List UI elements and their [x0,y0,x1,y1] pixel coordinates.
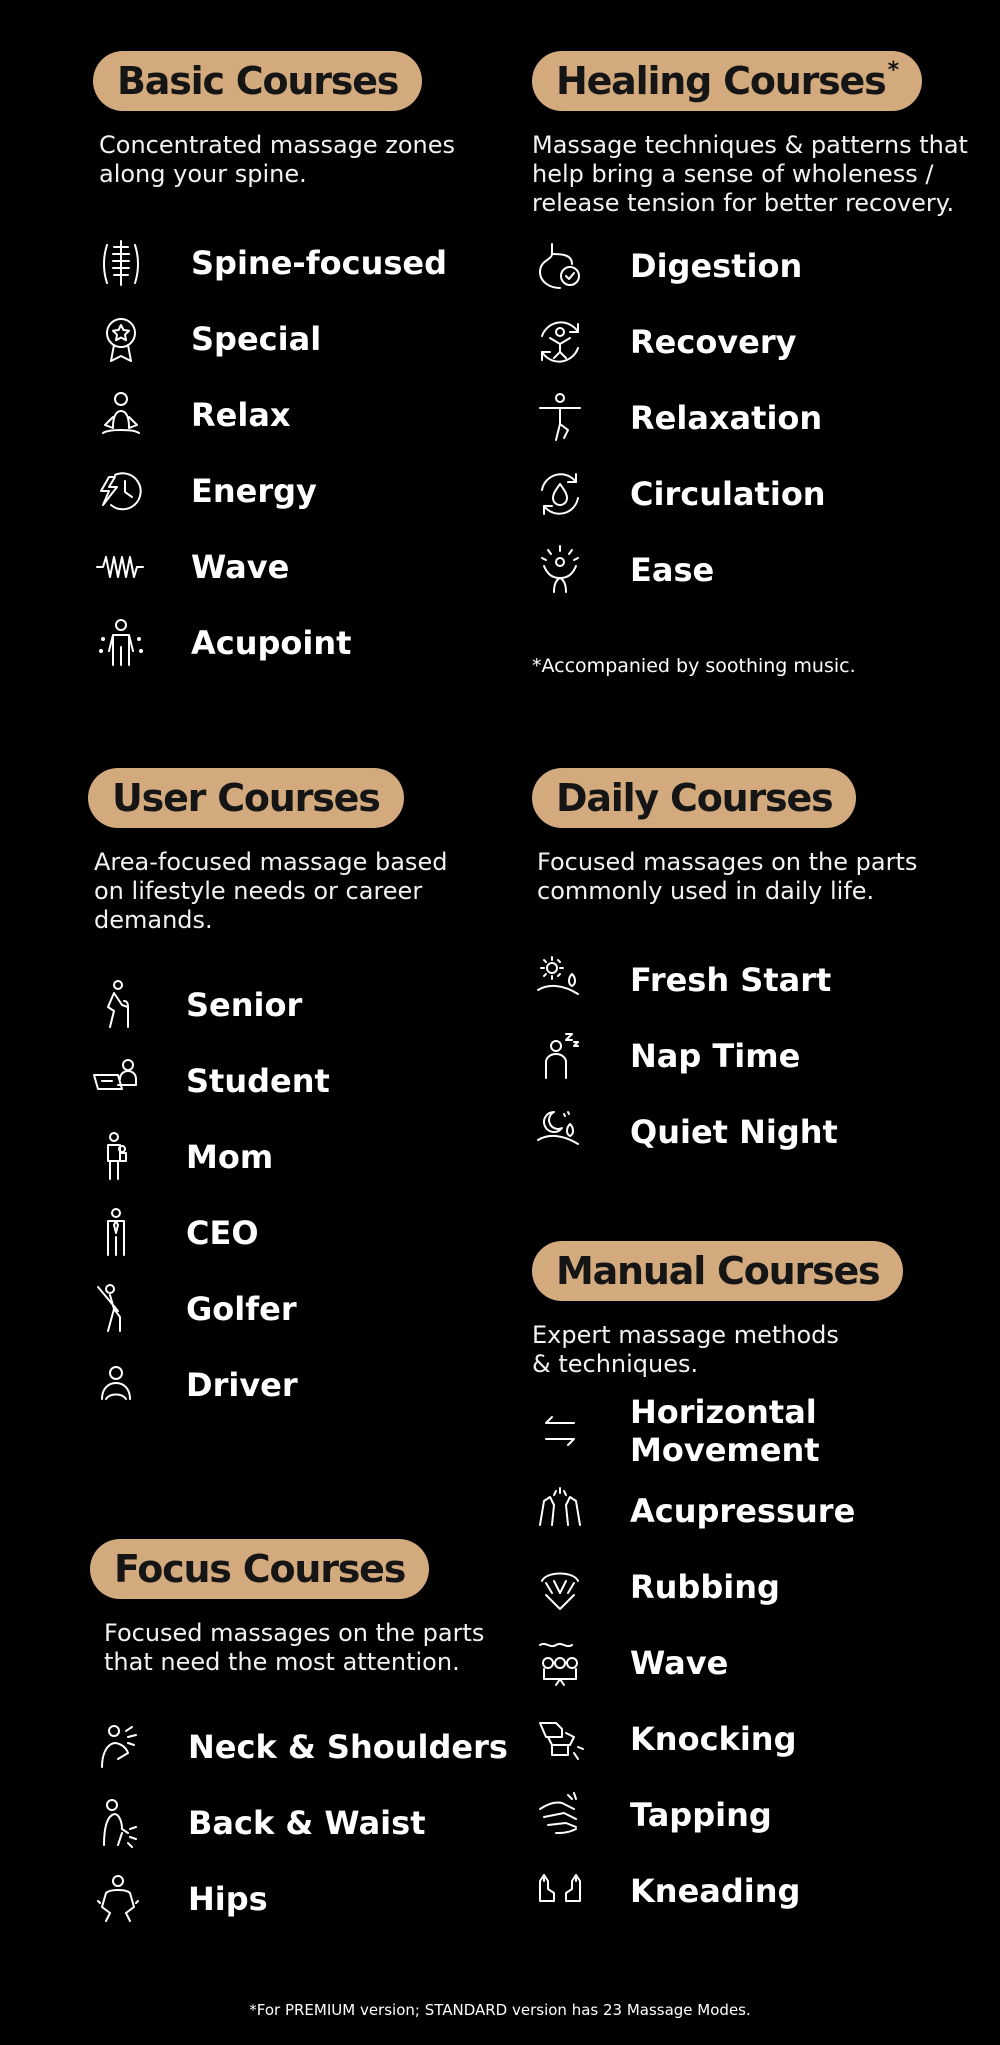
spine-icon [93,235,149,291]
course-item[interactable]: Knocking [532,1701,962,1777]
user-courses-section [88,768,508,1423]
basic-courses-section [93,51,493,681]
wave-pulse-icon [93,539,149,595]
course-item[interactable]: Back & Waist [90,1785,510,1861]
course-item[interactable]: Wave [532,1625,962,1701]
course-item[interactable]: Neck & Shoulders [90,1709,510,1785]
ceo-tie-icon [88,1205,144,1261]
basic-courses-title: Basic Courses [93,51,422,111]
recovery-person-icon [532,314,588,370]
course-item[interactable]: Golfer [88,1271,508,1347]
award-star-icon [93,311,149,367]
course-item[interactable]: Horizontal Movement [532,1389,962,1473]
course-item[interactable]: Recovery [532,304,972,380]
course-item[interactable]: Mom [88,1119,508,1195]
mom-baby-icon [88,1129,144,1185]
course-item[interactable]: Fresh Start [532,942,962,1018]
daily-courses-list [532,942,962,1170]
course-item[interactable]: Acupoint [93,605,493,681]
horizontal-arrows-icon [532,1403,588,1459]
focus-courses-title: Focus Courses [90,1539,429,1599]
energy-clock-icon [93,463,149,519]
healing-music-note: *Accompanied by soothing music. [532,655,856,677]
acupressure-hands-icon [532,1483,588,1539]
course-item[interactable]: Nap Time [532,1018,962,1094]
senior-cane-icon [88,977,144,1033]
course-item[interactable]: Spine-focused [93,225,493,301]
user-courses-list [88,967,508,1423]
golfer-icon [88,1281,144,1337]
course-item[interactable]: Energy [93,453,493,529]
manual-courses-section [532,1241,962,1929]
stomach-check-icon [532,238,588,294]
course-item[interactable]: Tapping [532,1777,962,1853]
user-courses-title: User Courses [88,768,404,828]
course-item[interactable]: Kneading [532,1853,962,1929]
user-courses-description: Area-focused massage based on lifestyle needs or career demands. [94,848,448,934]
focus-courses-list [90,1709,510,1937]
healing-courses-list [532,228,972,608]
student-laptop-icon [88,1053,144,1109]
course-item[interactable]: Circulation [532,456,972,532]
manual-courses-title: Manual Courses [532,1241,903,1301]
course-item[interactable]: Rubbing [532,1549,962,1625]
rubbing-hands-icon [532,1559,588,1615]
course-item[interactable]: Wave [93,529,493,605]
neck-shoulder-icon [90,1719,146,1775]
course-item[interactable]: Student [88,1043,508,1119]
course-item[interactable]: Acupressure [532,1473,962,1549]
manual-courses-list [532,1389,962,1929]
tapping-hand-icon [532,1787,588,1843]
basic-courses-list [93,225,493,681]
healing-courses-title: Healing Courses* [532,51,922,111]
course-item[interactable]: Special [93,301,493,377]
knocking-fist-icon [532,1711,588,1767]
nap-sleep-icon [532,1028,588,1084]
manual-courses-description: Expert massage methods & techniques. [532,1321,839,1378]
sunrise-icon [532,952,588,1008]
course-item[interactable]: Relax [93,377,493,453]
daily-courses-title: Daily Courses [532,768,856,828]
course-item[interactable]: Quiet Night [532,1094,962,1170]
course-item[interactable]: CEO [88,1195,508,1271]
hips-icon [90,1871,146,1927]
course-item[interactable]: Driver [88,1347,508,1423]
ease-person-icon [532,542,588,598]
footer-note: *For PREMIUM version; STANDARD version has 23 Massage Modes. [249,2001,751,2019]
course-item[interactable]: Hips [90,1861,510,1937]
stretch-person-icon [532,390,588,446]
kneading-hands-icon [532,1863,588,1919]
daily-courses-description: Focused massages on the parts commonly used in daily life. [537,848,918,905]
course-item[interactable]: Senior [88,967,508,1043]
healing-courses-description: Massage techniques & patterns that help bring a sense of wholeness / release tension for better recovery. [532,131,968,217]
basic-courses-description: Concentrated massage zones along your spine. [99,131,456,188]
course-item[interactable]: Digestion [532,228,972,304]
healing-courses-section [532,51,972,608]
driver-icon [88,1357,144,1413]
moon-night-icon [532,1104,588,1160]
meditation-icon [93,387,149,443]
course-item[interactable]: Relaxation [532,380,972,456]
wave-fingers-icon [532,1635,588,1691]
acupoint-body-icon [93,615,149,671]
back-waist-icon [90,1795,146,1851]
circulation-drop-icon [532,466,588,522]
course-item[interactable]: Ease [532,532,972,608]
focus-courses-description: Focused massages on the parts that need the most attention. [104,1619,485,1676]
focus-courses-section [90,1539,510,1937]
daily-courses-section [532,768,962,1170]
